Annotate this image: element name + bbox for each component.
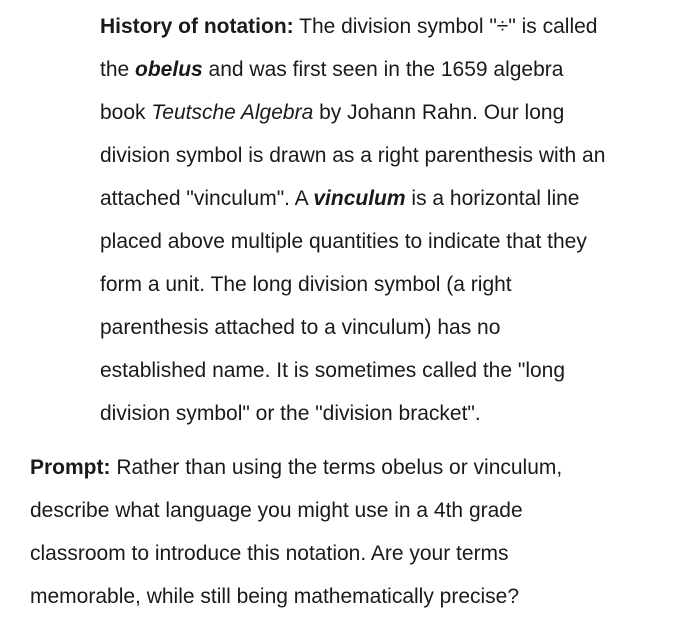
history-of-notation-paragraph (100, 5, 690, 435)
prompt-line: classroom to introduce this notation. Are your terms (30, 542, 509, 565)
history-line: parenthesis attached to a vinculum) has no (100, 316, 501, 339)
history-line (100, 5, 690, 48)
prompt-line: describe what language you might use in a 4th grade (30, 499, 523, 522)
history-text: by Johann Rahn. Our long (313, 101, 565, 124)
history-text: is a horizontal line (405, 187, 580, 210)
history-line (100, 91, 690, 134)
history-text: the (100, 58, 136, 81)
prompt-line: memorable, while still being mathematically precise? (30, 585, 520, 608)
book-title: Teutsche Algebra (151, 101, 314, 124)
prompt-label: Prompt: (30, 456, 111, 479)
history-line: division symbol" or the "division bracket". (100, 402, 481, 425)
prompt-text: Rather than using the terms obelus or vinculum, (110, 456, 563, 479)
prompt-paragraph (30, 446, 690, 618)
history-label: History of notation: (100, 15, 294, 38)
history-text: attached "vinculum". A (100, 187, 314, 210)
history-line: placed above multiple quantities to indicate that they (100, 230, 587, 253)
history-text: book (100, 101, 152, 124)
history-line (100, 177, 690, 220)
history-line: established name. It is sometimes called the "long (100, 359, 566, 382)
vinculum-term: vinculum (313, 187, 406, 210)
obelus-term: obelus (135, 58, 203, 81)
history-text: and was first seen in the 1659 algebra (202, 58, 564, 81)
prompt-line (30, 446, 690, 489)
history-line (100, 48, 690, 91)
history-text: The division symbol "÷" is called (293, 15, 598, 38)
history-line: division symbol is drawn as a right parenthesis with an (100, 144, 606, 167)
history-line: form a unit. The long division symbol (a right (100, 273, 512, 296)
